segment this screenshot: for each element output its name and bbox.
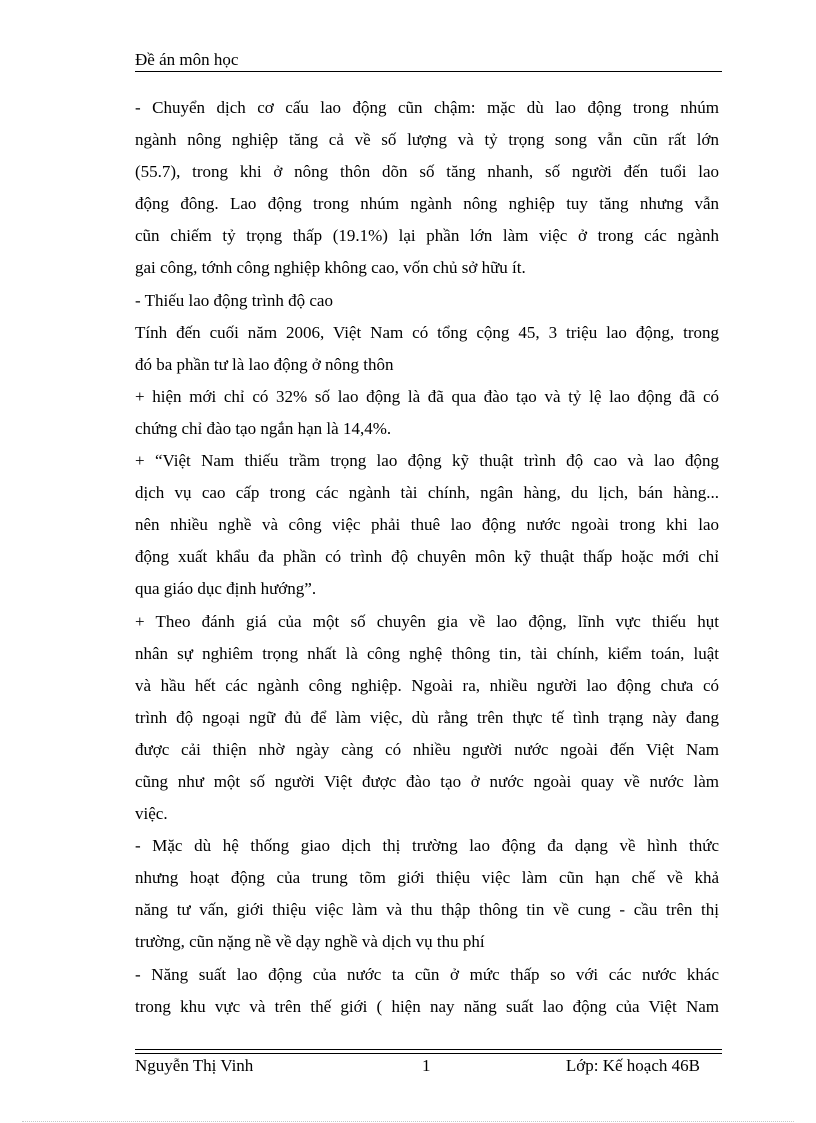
text-line: - Mặc dù hệ thống giao dịch thị trường lao động đa dạng về hình thức	[135, 836, 719, 856]
text-line: cũng như một số người Việt được đào tạo ở nước ngoài quay về nước làm	[135, 771, 719, 791]
footer-rule-thin	[135, 1053, 722, 1054]
text-line: động xuất khẩu đa phần có trình độ chuyên môn kỹ thuật thấp hoặc mới chỉ	[135, 547, 719, 567]
text-line: trường, cũn nặng nề về dạy nghề và dịch vụ thu phí	[135, 932, 485, 952]
text-line: động đông. Lao động trong nhúm ngành nông nghiệp tuy tăng nhưng vẫn	[135, 194, 719, 214]
text-line: (55.7), trong khi ở nông thôn dõn số tăng nhanh, số người đến tuổi lao	[135, 162, 719, 182]
text-line: việc.	[135, 804, 168, 824]
text-line: + “Việt Nam thiếu trầm trọng lao động kỹ thuật trình độ cao và lao động	[135, 451, 719, 471]
header-rule	[135, 71, 722, 72]
page-edge-divider	[22, 1121, 794, 1122]
text-line: + Theo đánh giá của một số chuyên gia về lao động, lĩnh vực thiếu hụt	[135, 611, 719, 631]
page-number: 1	[422, 1056, 431, 1075]
text-line: chứng chỉ đào tạo ngắn hạn là 14,4%.	[135, 418, 392, 438]
text-line: Tính đến cuối năm 2006, Việt Nam có tổng cộng 45, 3 triệu lao động, trong	[135, 322, 719, 342]
text-line: nên nhiều nghề và công việc phải thuê lao động nước ngoài trong khi lao	[135, 515, 719, 535]
paragraph	[135, 830, 719, 958]
text-line: - Thiếu lao động trình độ cao	[135, 290, 333, 310]
paragraph	[135, 381, 719, 445]
text-line: cũn chiếm tỷ trọng thấp (19.1%) lại phần lớn làm việc ở trong các ngành	[135, 226, 719, 246]
text-line: được cải thiện nhờ ngày càng có nhiều người nước ngoài đến Việt Nam	[135, 739, 719, 759]
text-line: qua giáo dục định hướng”.	[135, 579, 317, 599]
paragraph	[135, 317, 719, 381]
paragraph	[135, 606, 719, 831]
text-line: + hiện mới chỉ có 32% số lao động là đã qua đào tạo và tỷ lệ lao động đã có	[135, 386, 719, 406]
paragraph	[135, 92, 719, 285]
page-footer	[135, 1056, 722, 1076]
document-body	[135, 92, 719, 1023]
text-line: nhân sự nghiêm trọng nhất là công nghệ thông tin, tài chính, kiểm toán, luật	[135, 643, 719, 663]
text-line: trong khu vực và trên thế giới ( hiện nay năng suất lao động của Việt Nam	[135, 996, 719, 1016]
footer-rule	[135, 1049, 722, 1050]
footer-class: Lớp: Kế hoạch 46B	[565, 1056, 700, 1075]
text-line: - Năng suất lao động của nước ta cũn ở mức thấp so với các nước khác	[135, 964, 719, 984]
text-line: và hầu hết các ngành công nghiệp. Ngoài ra, nhiều người lao động chưa có	[135, 675, 719, 695]
text-line: nhưng hoạt động của trung tõm giới thiệu việc làm cũn hạn chế về khả	[135, 868, 719, 888]
paragraph	[135, 445, 719, 605]
text-line: đó ba phần tư là lao động ở nông thôn	[135, 354, 394, 374]
text-line: - Chuyển dịch cơ cấu lao động cũn chậm: mặc dù lao động trong nhúm	[135, 98, 719, 117]
paragraph	[135, 285, 719, 317]
text-line: trình độ ngoại ngữ đủ để làm việc, dù rằng trên thực tế tình trạng này đang	[135, 707, 719, 727]
text-line: dịch vụ cao cấp trong các ngành tài chính, ngân hàng, du lịch, bán hàng...	[135, 483, 719, 503]
text-line: ngành nông nghiệp tăng cả về số lượng và tỷ trọng song vẫn cũn rất lớn	[135, 130, 719, 150]
text-line: năng tư vấn, giới thiệu việc làm và thu thập thông tin về cung - cầu trên thị	[135, 900, 719, 920]
footer-author: Nguyễn Thị Vinh	[135, 1056, 254, 1075]
paragraph	[135, 959, 719, 1023]
text-line: gai công, tớnh công nghiệp không cao, vốn chủ sở hữu ít.	[135, 258, 526, 278]
page-header-title: Đề án môn học	[135, 50, 239, 69]
